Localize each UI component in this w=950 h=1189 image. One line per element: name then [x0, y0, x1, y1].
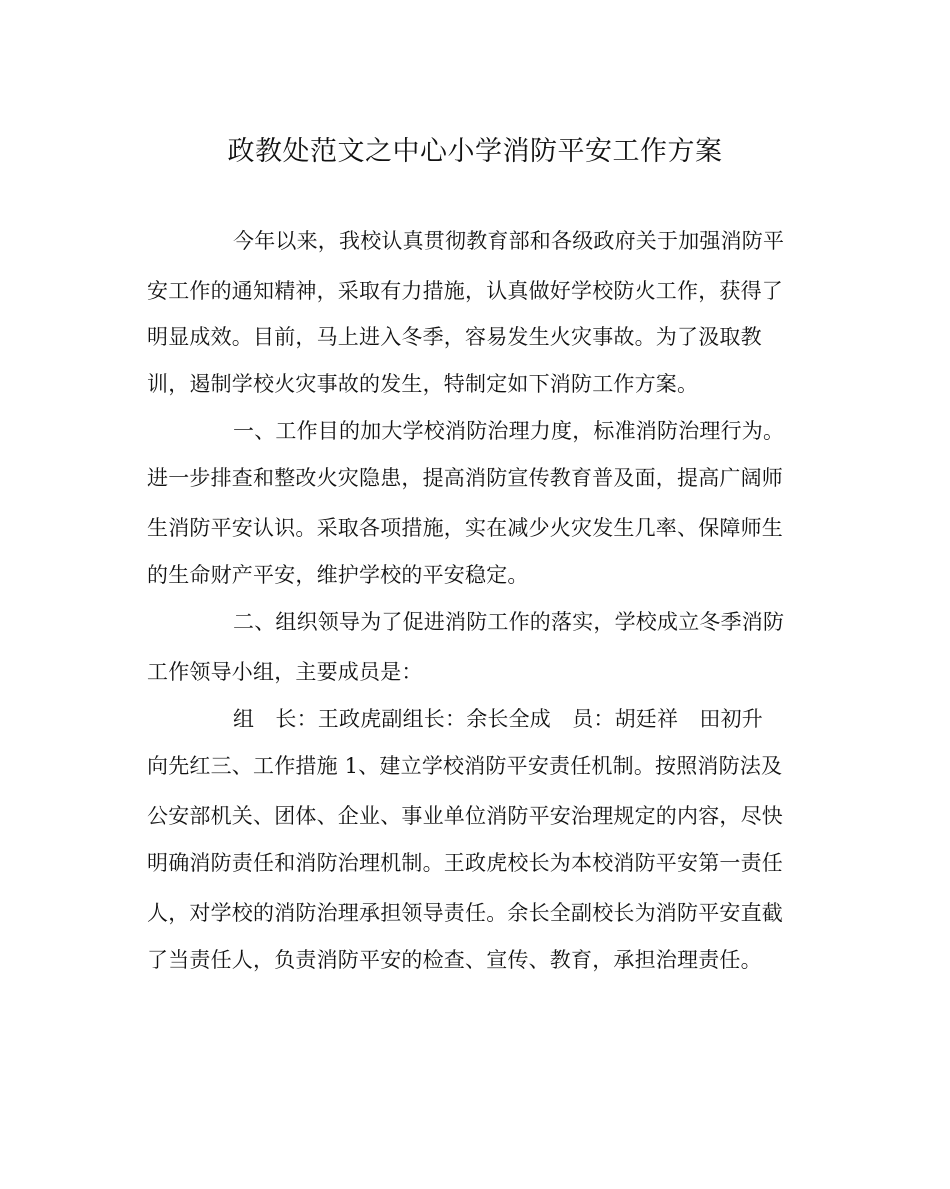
paragraph-2-line-4: 的生命财产平安，维护学校的平安稳定。 — [147, 563, 529, 587]
paragraph-2-line-1: 一、工作目的加大学校消防治理力度，标准消防治理行为。 — [233, 419, 785, 443]
paragraph-4-line-3: 公安部机关、团体、企业、事业单位消防平安治理规定的内容，尽快 — [147, 804, 783, 828]
paragraph-1-line-3: 明显成效。目前，马上进入冬季，容易发生火灾事故。为了汲取教 — [147, 325, 762, 349]
paragraph-1-line-2: 安工作的通知精神，采取有力措施，认真做好学校防火工作，获得了 — [147, 279, 783, 303]
paragraph-3-line-1: 二、组织领导为了促进消防工作的落实，学校成立冬季消防 — [233, 610, 785, 634]
paragraph-3-line-2: 工作领导小组，主要成员是： — [147, 660, 423, 684]
paragraph-2-line-2: 进一步排查和整改火灾隐患，提高消防宣传教育普及面，提高广阔师 — [147, 466, 783, 490]
paragraph-4-line-6: 了当责任人，负责消防平安的检查、宣传、教育，承担治理责任。 — [147, 948, 762, 972]
paragraph-4-line-5: 人，对学校的消防治理承担领导责任。余长全副校长为消防平安直截 — [147, 901, 783, 925]
paragraph-1-line-4: 训，遏制学校火灾事故的发生，特制定如下消防工作方案。 — [147, 372, 699, 396]
document-title: 政教处范文之中心小学消防平安工作方案 — [227, 136, 723, 167]
paragraph-4-line-1: 组 长：王政虎副组长：余长全成 员：胡廷祥 田初升 — [233, 707, 763, 731]
paragraph-4-line-2: 向先红三、工作措施 1、建立学校消防平安责任机制。按照消防法及 — [147, 754, 783, 778]
paragraph-2-line-3: 生消防平安认识。采取各项措施，实在减少火灾发生几率、保障师生 — [147, 516, 783, 540]
paragraph-4-line-4: 明确消防责任和消防治理机制。王政虎校长为本校消防平安第一责任 — [147, 851, 783, 875]
paragraph-1-line-1: 今年以来，我校认真贯彻教育部和各级政府关于加强消防平 — [233, 229, 785, 253]
